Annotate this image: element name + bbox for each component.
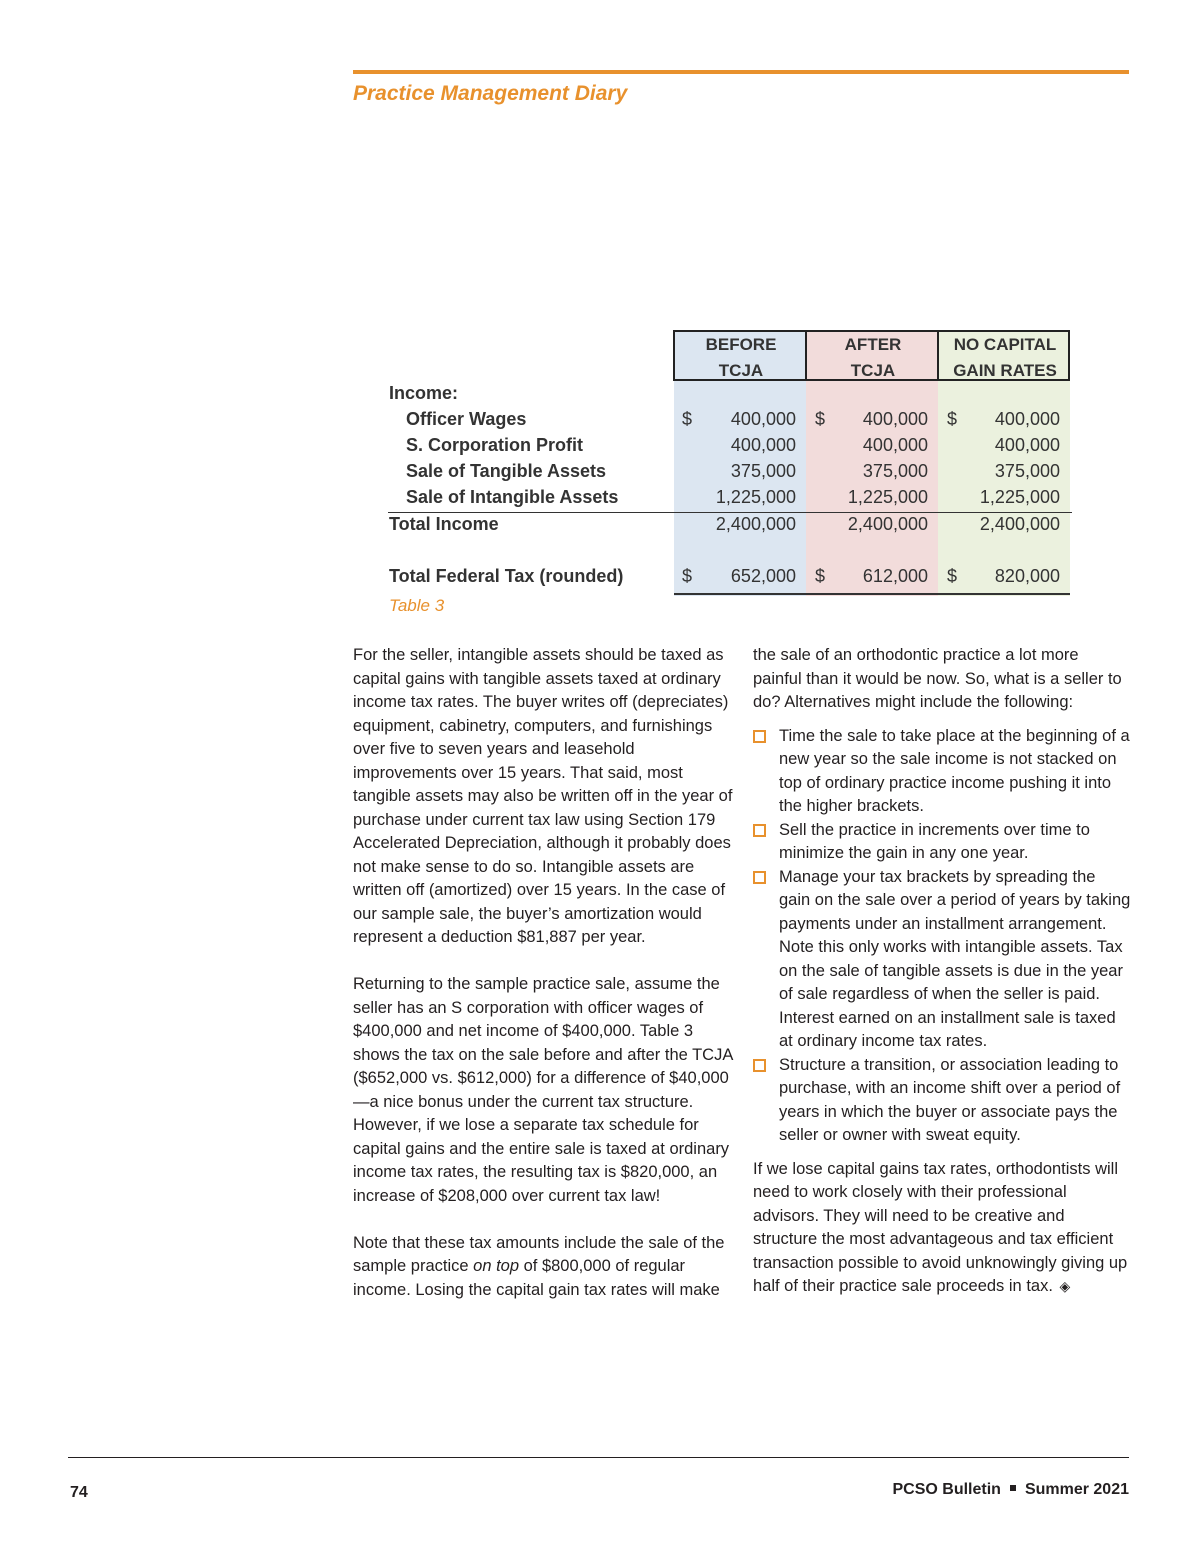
cell-total-tax-after: 612,000 <box>862 566 928 586</box>
footer-rule <box>68 1457 1129 1458</box>
paragraph-text: If we lose capital gains tax rates, orthodontists will need to work closely with their professional advisors. They will need to be creative and structure the most advantageous and tax efficient transaction possible to avoid unknowingly giving up half of their practice sale proceeds in tax. <box>753 1159 1128 1295</box>
cell-total-income-after: 2,400,000 <box>847 514 928 534</box>
checkbox-bullet-icon <box>753 730 766 743</box>
cell-s-corp-no-cap: 400,000 <box>994 435 1060 455</box>
cell-officer-wages-after: 400,000 <box>862 409 928 429</box>
section-title: Practice Management Diary <box>353 82 628 105</box>
table-bottom-rule <box>674 593 1070 595</box>
currency-symbol: $ <box>682 566 693 586</box>
list-item-text: Manage your tax brackets by spreading the gain on the sale over a period of years by taking payments under an installment arrangement. Note this only works with intangible assets. Tax on the sale of tangible assets is due in the year of sale regardless of when the seller is paid. Interest earned on an installment sale is taxed at ordinary income tax rates. <box>779 867 1131 1050</box>
row-label-total-income: Total Income <box>389 514 499 534</box>
checkbox-bullet-icon <box>753 1059 766 1072</box>
currency-symbol: $ <box>682 409 693 429</box>
column-header-line: TCJA <box>850 361 896 380</box>
checkbox-bullet-icon <box>753 871 766 884</box>
column-header-no-capital-gain-rates <box>939 332 1071 379</box>
tax-comparison-table <box>388 330 1072 596</box>
issue-label: Summer 2021 <box>1024 1481 1129 1498</box>
column-header-before-tcja <box>675 332 807 379</box>
row-label-sale-of-tangible-assets: Sale of Tangible Assets <box>406 461 607 481</box>
table-caption: Table 3 <box>389 596 445 615</box>
square-separator-icon <box>1010 1485 1016 1491</box>
paragraph: Returning to the sample practice sale, assume the seller has an S corporation with officer wages of $400,000 and net income of $400,000. Table 3 shows the tax on the sale before and after the TCJA ($652,000 vs. $612,000) for a difference of $40,000—a nice bonus under the current tax structure. However, if we lose a separate tax schedule for capital gains and the entire sale is taxed at ordinary income tax rates, the resulting tax is $820,000, an increase of $208,000 over current tax law! <box>353 975 733 1205</box>
paragraph-text: of $800,000 of regular income. Losing the capital gain tax rates will make <box>353 1257 720 1299</box>
checkbox-bullet-icon <box>753 824 766 837</box>
currency-symbol: $ <box>947 566 958 586</box>
emphasis-text: on top <box>473 1257 520 1275</box>
list-item <box>753 866 1131 1054</box>
list-item <box>753 819 1131 866</box>
list-item-text: Sell the practice in increments over time to minimize the gain in any one year. <box>779 820 1090 862</box>
list-item <box>753 1054 1131 1148</box>
income-heading: Income: <box>389 383 459 403</box>
column-header-after-tcja <box>807 332 939 379</box>
list-item <box>753 725 1131 819</box>
cell-tangible-no-cap: 375,000 <box>994 461 1060 481</box>
row-label-sale-of-intangible-assets: Sale of Intangible Assets <box>406 487 619 507</box>
cell-intangible-after: 1,225,000 <box>847 487 928 507</box>
cell-intangible-no-cap: 1,225,000 <box>979 487 1060 507</box>
total-income-rule <box>388 512 1072 513</box>
cell-intangible-before: 1,225,000 <box>715 487 796 507</box>
diamond-end-mark-icon: ◈ <box>1059 1278 1071 1294</box>
paragraph: For the seller, intangible assets should be taxed as capital gains with tangible assets taxed at ordinary income tax rates. The buyer writes off (depreciates) equipment, cabinetry, computers, and furnishings over five to seven years and leasehold improvements over 15 years. That said, most tangible assets may also be written off in the year of purchase under current tax law using Section 179 Accelerated Depreciation, although it probably does not make sense to do so. Intangible assets are written off (amortized) over 15 years. In the case of our sample sale, the buyer’s amortization would represent a deduction $81,887 per year. <box>353 646 733 946</box>
article-column-right <box>753 644 1131 1322</box>
row-label-officer-wages: Officer Wages <box>406 409 527 429</box>
column-header-line: GAIN RATES <box>953 361 1057 380</box>
column-header-line: BEFORE <box>705 335 777 354</box>
cell-total-income-no-cap: 2,400,000 <box>979 514 1060 534</box>
article-column-left <box>353 644 733 1326</box>
currency-symbol: $ <box>947 409 958 429</box>
header-rule <box>353 70 1129 74</box>
list-item-text: Structure a transition, or association leading to purchase, with an income shift over a period of years in which the buyer or associate pays the seller or owner with sweat equity. <box>779 1055 1121 1144</box>
cell-s-corp-after: 400,000 <box>862 435 928 455</box>
paragraph <box>353 1232 733 1303</box>
column-header-line: AFTER <box>844 335 902 354</box>
row-label-total-federal-tax: Total Federal Tax (rounded) <box>389 566 624 586</box>
paragraph <box>753 1158 1131 1299</box>
list-item-text: Time the sale to take place at the beginning of a new year so the sale income is not stacked on top of ordinary practice income pushing it into the higher brackets. <box>779 726 1130 815</box>
row-label-s-corporation-profit: S. Corporation Profit <box>406 435 583 455</box>
cell-officer-wages-before: 400,000 <box>730 409 796 429</box>
cell-tangible-before: 375,000 <box>730 461 796 481</box>
cell-total-income-before: 2,400,000 <box>715 514 796 534</box>
paragraph-text: Note that these tax amounts include the sale of the sample practice <box>353 1233 725 1275</box>
page-number: 74 <box>70 1484 88 1501</box>
publication-name: PCSO Bulletin <box>892 1481 1001 1498</box>
cell-officer-wages-no-cap: 400,000 <box>994 409 1060 429</box>
column-header-line: TCJA <box>718 361 764 380</box>
column-header-line: NO CAPITAL <box>953 335 1057 354</box>
alternatives-list <box>753 725 1131 1148</box>
cell-total-tax-before: 652,000 <box>730 566 796 586</box>
currency-symbol: $ <box>815 409 826 429</box>
publication-footer <box>892 1481 1129 1499</box>
cell-s-corp-before: 400,000 <box>730 435 796 455</box>
currency-symbol: $ <box>815 566 826 586</box>
cell-tangible-after: 375,000 <box>862 461 928 481</box>
paragraph: the sale of an orthodontic practice a lot more painful than it would be now. So, what is a seller to do? Alternatives might include the following: <box>753 646 1122 711</box>
cell-total-tax-no-cap: 820,000 <box>994 566 1060 586</box>
